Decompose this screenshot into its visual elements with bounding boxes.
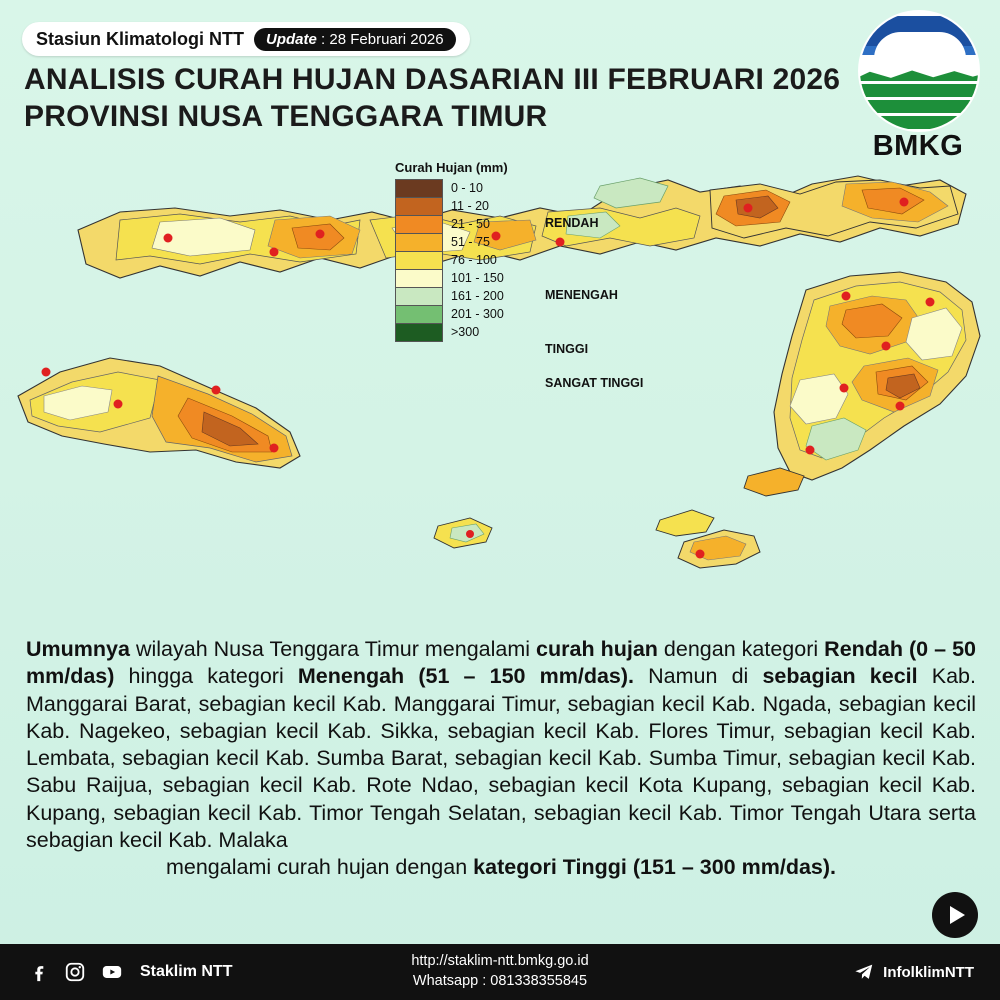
footer-bar [0,944,1000,1000]
legend-label: 11 - 20 [451,199,489,213]
narr-3: hingga kategori [114,664,298,689]
bmkg-logo [858,10,978,160]
page-title [24,62,864,135]
narrative-last-line [26,854,976,881]
legend-swatch [395,233,443,252]
update-pill [254,28,456,51]
legend-row [395,233,665,251]
footer-telegram-name: InfolklimNTT [883,963,974,981]
play-icon [950,906,965,924]
narr-bold-6: kategori Tinggi (151 – 300 mm/das). [473,855,837,880]
legend-label: 76 - 100 [451,253,497,267]
bmkg-logo-text: BMKG [872,130,964,162]
legend-label: 21 - 50 [451,217,490,231]
legend-swatch [395,197,443,216]
legend-swatch [395,179,443,198]
legend-row [395,305,665,323]
play-button[interactable] [932,892,978,938]
legend-swatch [395,323,443,342]
footer-contact [0,952,1000,991]
map-legend [395,160,665,390]
narr-bold-2: curah hujan [536,637,658,661]
narr-2: dengan kategori [657,637,825,661]
instagram-icon[interactable] [64,961,86,983]
legend-label: 51 - 75 [451,235,490,249]
telegram-icon[interactable] [853,961,875,983]
update-label: Update [266,30,317,48]
timor-island-group [656,272,980,568]
legend-swatch [395,215,443,234]
title-line-2: PROVINSI NUSA TENGGARA TIMUR [24,99,548,133]
legend-label: 201 - 300 [451,307,504,321]
narr-5: Kab. Manggarai Barat, sebagian kecil Kab. Manggarai Timur, sebagian kecil Kab. Ngada, sebagian kecil Kab. Nagekeo, sebagian kecil Kab. Sikka, sebagian kecil Kab. Flores Timur, sebagian kecil Kab. Lembata, sebagian kecil Kab. Sumba Barat, sebagian kecil Kab. Sumba Timur, sebagian kecil Kab. Sabu Raijua, sebagian kecil Kab. Rote Ndao, sebagian kecil Kota Kupang, sebagian kecil Kab. Kupang, sebagian kecil Kab. Timor Tengah Selatan, sebagian kecil Kab. Timor Tengah Utara serta sebagian kecil Kab. Malaka [26,664,976,853]
footer-website: http://staklim-ntt.bmkg.go.id [411,953,589,970]
station-name: Stasiun Klimatologi NTT [36,28,245,49]
legend-rows [395,179,665,341]
legend-swatch [395,305,443,324]
legend-title: Curah Hujan (mm) [395,160,508,175]
legend-swatch [395,287,443,306]
legend-row [395,197,665,215]
bmkg-logo-icon [858,10,980,132]
sabu-island-group [434,518,492,548]
legend-row [395,287,665,305]
narr-1: wilayah Nusa Tenggara Timur mengalami [129,637,537,661]
update-sep: : [316,30,330,48]
youtube-icon[interactable] [100,961,122,983]
legend-label: 161 - 200 [451,289,504,303]
footer-whatsapp: Whatsapp : 081338355845 [412,973,588,989]
legend-category-label: TINGGI [545,342,589,356]
narr-bold-5: sebagian kecil [762,664,918,689]
legend-category-label: SANGAT TINGGI [545,376,644,390]
facebook-icon[interactable] [28,961,50,983]
footer-telegram-group[interactable] [853,961,974,983]
legend-category-label: RENDAH [545,216,599,230]
narr-4: Namun di [634,664,763,689]
narrative-text [26,636,976,882]
legend-row [395,251,665,269]
narr-bold-1: Umumnya [26,637,130,661]
legend-row [395,215,665,233]
footer-social-name: Staklim NTT [140,963,233,980]
update-date: 28 Februari 2026 [329,30,444,48]
legend-row [395,323,665,341]
narr-bold-4: Menengah (51 – 150 mm/das). [297,664,635,689]
narr-6: mengalami curah hujan dengan [165,855,474,880]
legend-label: 101 - 150 [451,271,504,285]
legend-row [395,269,665,287]
legend-row [395,179,665,197]
narr-bold-3: Rendah (0 – 50 mm/das) [26,637,977,689]
title-line-1: ANALISIS CURAH HUJAN DASARIAN III FEBRUARI 2026 [24,63,841,96]
legend-swatch [395,269,443,288]
legend-swatch [395,251,443,270]
sumba-island-group [18,358,300,468]
header-badge [22,22,470,56]
legend-label: 0 - 10 [451,181,483,195]
legend-label: >300 [451,325,480,339]
legend-category-label: MENENGAH [545,288,618,302]
